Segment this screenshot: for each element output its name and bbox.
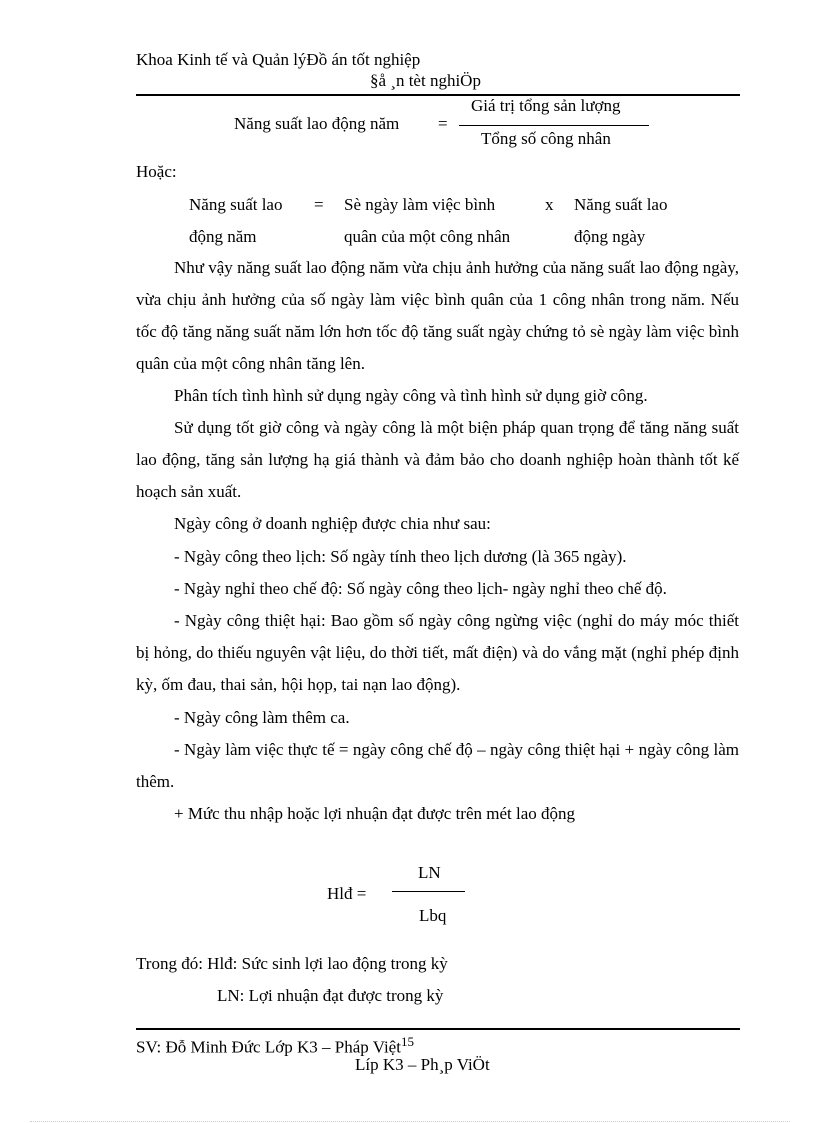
paragraph-analysis-heading: Phân tích tình hình sử dụng ngày công và tình hình sử dụng giờ công. xyxy=(174,386,648,405)
formula3-lhs: Hlđ = xyxy=(327,884,367,903)
footer-rule xyxy=(136,1028,740,1030)
formula2-lhs-line2: động năm xyxy=(189,227,257,246)
formula3-fraction-bar xyxy=(392,891,465,892)
paragraph-workday-usage: Sử dụng tốt giờ công và ngày công là một biện pháp quan trọng để tăng năng suất lao động, tăng sản lượng hạ giá thành và đảm bảo cho doanh nghiệp hoàn thành tốt kế hoạch sản xuất. xyxy=(136,418,739,501)
formula2-lhs-line1: Năng suất lao xyxy=(189,195,283,214)
header-rule xyxy=(136,94,740,96)
formula2-times: x xyxy=(545,195,554,214)
definition-ln: LN: Lợi nhuận đạt được trong kỳ xyxy=(217,986,444,1005)
formula2-mid-line1: Sè ngày làm việc bình xyxy=(344,195,496,214)
definition-hld: Trong đó: Hlđ: Sức sinh lợi lao động trong kỳ xyxy=(136,954,448,973)
footer-student-text: SV: Đỗ Minh Đức Lớp K3 – Pháp Việt xyxy=(136,1037,401,1057)
list-item-actual-workdays: - Ngày làm việc thực tế = ngày công chế độ – ngày công thiệt hại + ngày công làm thêm. xyxy=(136,740,739,791)
page-bottom-dotted-line xyxy=(30,1121,790,1122)
paragraph-productivity-explanation: Như vậy năng suất lao động năm vừa chịu ảnh hưởng của năng suất lao động ngày, vừa chịu ảnh hưởng của số ngày làm việc bình quân của 1 công nhân trong năm. Nếu tốc độ tăng năng suất năm lớn hơn tốc độ tăng suất ngày chứng tỏ sè ngày làm việc bình quân của một công nhân tăng lên. xyxy=(136,258,739,373)
page-number: 15 xyxy=(400,1034,414,1049)
header-title: Khoa Kinh tế và Quản lýĐồ án tốt nghiệp xyxy=(136,50,421,69)
list-item-calendar-days: - Ngày công theo lịch: Số ngày tính theo lịch dương (là 365 ngày). xyxy=(174,547,627,566)
list-item-overtime-days: - Ngày công làm thêm ca. xyxy=(174,708,350,727)
formula1-lhs: Năng suất lao động năm xyxy=(234,114,400,133)
formula2-rhs-line1: Năng suất lao xyxy=(574,195,668,214)
paragraph-workday-types: Ngày công ở doanh nghiệp được chia như sau: xyxy=(174,514,491,533)
formula1-denominator: Tổng số công nhân xyxy=(481,129,611,148)
list-item-regime-days-off: - Ngày nghỉ theo chế độ: Số ngày công theo lịch- ngày nghỉ theo chế độ. xyxy=(174,579,667,598)
footer-class: Líp K3 – Ph¸p ViÖt xyxy=(355,1055,490,1074)
formula3-numerator: LN xyxy=(418,863,441,882)
header-subtitle: §å ¸n tèt nghiÖp xyxy=(370,71,481,90)
formula1-equals: = xyxy=(438,114,448,133)
formula1-fraction-bar xyxy=(459,125,649,126)
formula2-mid-line2: quân của một công nhân xyxy=(344,227,511,246)
formula3-denominator: Lbq xyxy=(419,906,447,925)
list-item-lost-days: - Ngày công thiệt hại: Bao gồm số ngày công ngừng việc (nghỉ do máy móc thiết bị hỏng, do thiếu nguyên vật liệu, do thời tiết, mất điện) và do vắng mặt (nghỉ phép định kỳ, ốm đau, thai sản, hội họp, tai nạn lao động). xyxy=(136,611,739,694)
formula1-numerator: Giá trị tổng sản lượng xyxy=(471,96,621,115)
paragraph-profit-per-worker: + Mức thu nhập hoặc lợi nhuận đạt được trên mét lao động xyxy=(174,804,576,823)
hoac-label: Hoặc: xyxy=(136,162,177,181)
formula2-rhs-line2: động ngày xyxy=(574,227,646,246)
formula2-equals: = xyxy=(314,195,324,214)
